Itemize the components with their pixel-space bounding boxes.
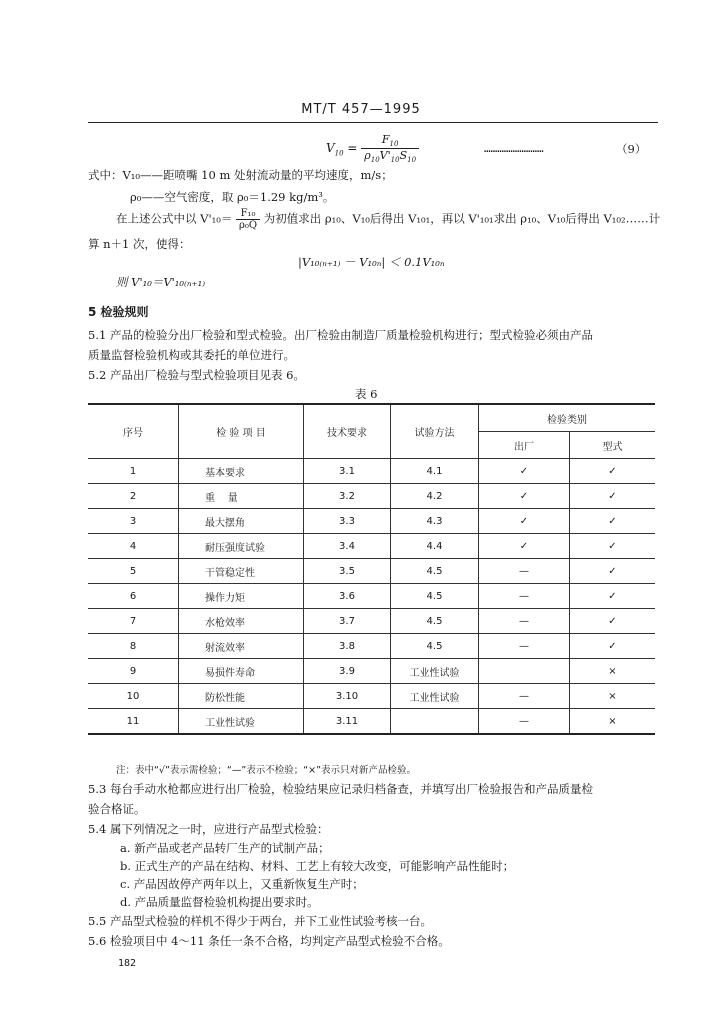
- definition-v10: 式中：V₁₀——距喷嘴 10 m 处射流动量的平均速度，m/s；: [88, 168, 393, 182]
- table-row: 7 水枪效率 3.7 4.5 — ✓: [88, 609, 655, 634]
- definition-rho0: ρ₀——空气密度，取 ρ₀＝1.29 kg/m³。: [130, 190, 335, 204]
- col-seq: 序号: [88, 404, 179, 459]
- table-header-row: [88, 404, 655, 432]
- clause-5-4-c: c. 产品因故停产两年以上，又重新恢复生产时；: [120, 877, 364, 891]
- table-row: 8 射流效率 3.8 4.5 — ✓: [88, 634, 655, 659]
- formula-fraction: [361, 133, 419, 164]
- col-requirement: 技术要求: [304, 404, 391, 459]
- formula-denominator: $\rho_{10}V'_{10}S_{10}$: [364, 149, 417, 165]
- section-5-title: 5 检验规则: [88, 305, 149, 319]
- header-rule: [88, 122, 658, 123]
- formula-numerator: $F_{10}$: [361, 133, 419, 149]
- col-method: 试验方法: [391, 404, 479, 459]
- convergence-condition: |V₁₀₍ₙ₊₁₎ － V₁₀ₙ| ＜ 0.1V₁₀ₙ: [298, 255, 445, 269]
- inspection-items-table: [88, 403, 655, 735]
- formula-number: （9）: [616, 142, 647, 156]
- page-number: 182: [118, 958, 137, 969]
- table-row: 10 防松性能 3.10 工业性试验 — ×: [88, 684, 655, 709]
- clause-5-1-line2: 质量监督检验机构或其委托的单位进行。: [88, 348, 295, 362]
- clause-5-6: 5.6 检验项目中 4～11 条任一条不合格，均判定产品型式检验不合格。: [88, 934, 450, 948]
- iteration-count: 算 n＋1 次，使得：: [88, 237, 191, 251]
- formula-equals: =: [343, 141, 362, 156]
- table-row: 3 最大摆角 3.3 4.3 ✓ ✓: [88, 509, 655, 534]
- clause-5-2: 5.2 产品出厂检验与型式检验项目见表 6。: [88, 368, 305, 382]
- iteration-text: 在上述公式中以 V'₁₀＝ $\frac{\text{F₁₀}}{\text{ρ₀Q}}$ 为初值求出 ρ₁₀、V₁₀后得出 V₁₀₁，再以 V'₁₀₁求出 ρ₁₀、V₁₀后得出 V₁₀₂……计: [116, 208, 661, 231]
- clause-5-4-b: b. 正式生产的产品在结构、材料、工艺上有较大改变，可能影响产品性能时；: [120, 859, 515, 873]
- clause-5-5: 5.5 产品型式检验的样机不得少于两台，并下工业性试验考核一台。: [88, 914, 432, 928]
- table-row: 9 易损件寿命 3.9 工业性试验 ×: [88, 659, 655, 684]
- final-value: 则 V'₁₀＝V'₁₀₍ₙ₊₁₎: [116, 275, 206, 289]
- table-row: 2 重 量 3.2 4.2 ✓ ✓: [88, 484, 655, 509]
- clause-5-4-a: a. 新产品或老产品转厂生产的试制产品；: [120, 841, 330, 855]
- table-6-note: 注：表中“√”表示需检验；“—”表示不检验；“×”表示只对新产品检验。: [116, 765, 417, 776]
- standard-header: MT/T 457—1995: [301, 102, 421, 117]
- initial-fraction: $\frac{\text{F₁₀}}{\text{ρ₀Q}}$: [236, 208, 260, 231]
- clause-5-1-line1: 5.1 产品的检验分出厂检验和型式检验。出厂检验由制造厂质量检验机构进行；型式检验必须由产品: [88, 328, 593, 342]
- table-6-caption: 表 6: [355, 387, 378, 401]
- formula-lhs: $V_{10}$: [326, 141, 344, 158]
- clause-5-4-d: d. 产品质量监督检验机构提出要求时。: [120, 895, 319, 909]
- table-row: 6 操作力矩 3.6 4.5 — ✓: [88, 584, 655, 609]
- col-factory: 出厂: [479, 432, 570, 459]
- table-row: 11 工业性试验 3.11 — ×: [88, 709, 655, 735]
- clause-5-3-line1: 5.3 每台手动水枪都应进行出厂检验，检验结果应记录归档备查，并填写出厂检验报告和产品质量检: [88, 782, 593, 796]
- formula-9: [326, 133, 419, 164]
- table-row: 5 干管稳定性 3.5 4.5 — ✓: [88, 559, 655, 584]
- clause-5-3-line2: 验合格证。: [88, 802, 146, 816]
- table-row: 1 基本要求 3.1 4.1 ✓ ✓: [88, 459, 655, 484]
- col-item: 检 验 项 目: [179, 404, 304, 459]
- col-type: 型式: [570, 432, 656, 459]
- clause-5-4: 5.4 属下列情况之一时，应进行产品型式检验：: [88, 822, 329, 836]
- col-category: 检验类别: [479, 404, 656, 432]
- table-row: 4 耐压强度试验 3.4 4.4 ✓ ✓: [88, 534, 655, 559]
- formula-leader-dots: ………………………: [484, 142, 544, 155]
